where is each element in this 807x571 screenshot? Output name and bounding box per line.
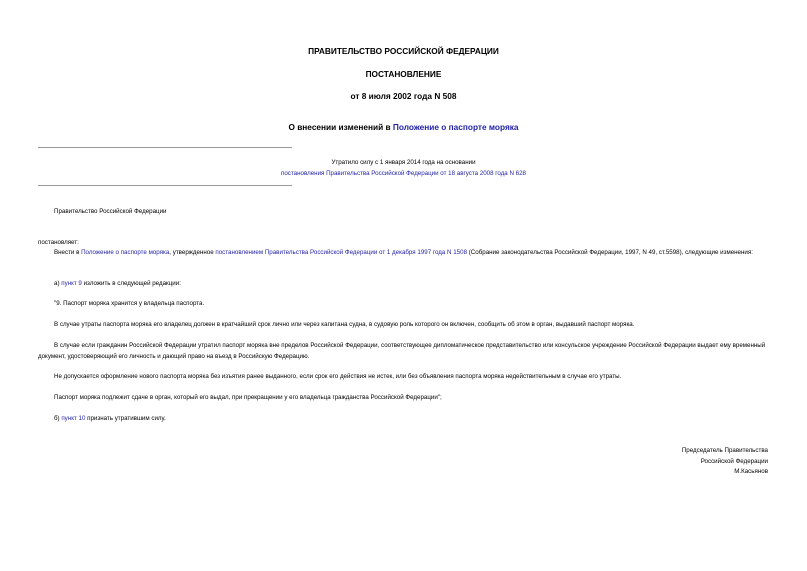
title-prefix: О внесении изменений в <box>288 122 393 132</box>
item-b-prefix: б) <box>54 415 62 422</box>
status-note-link[interactable]: постановления Правительства Российской Федерации от 18 августа 2008 года N 628 <box>281 170 526 177</box>
item-a-suffix: изложить в следующей редакции: <box>81 280 181 287</box>
paragraph-amendment <box>38 248 770 259</box>
paragraph-amendment-text-2: , утвержденное <box>169 249 216 256</box>
quote-paragraph-2: В случае утраты паспорта моряка его владелец должен в кратчайший срок лично или через капитана судна, в судовую роль которого он включен, сообщить об этом в орган, выдавший паспорт моряка. <box>54 321 635 328</box>
item-a-prefix: а) <box>54 280 62 287</box>
decree-word: постановляет: <box>38 239 79 246</box>
signatory-title: Председатель Правительства <box>681 447 768 454</box>
link-clause-10[interactable]: пункт 10 <box>61 415 86 422</box>
quote-paragraph-4: Не допускается оформление нового паспорта моряка без изъятия ранее выданного, если срок его действия не истек, или без объявления паспорта моряка недействительным в случае его утраты. <box>54 373 622 380</box>
signatory-name: М.Касьянов <box>734 468 768 475</box>
document-title <box>0 122 807 132</box>
status-note <box>0 157 807 179</box>
item-b-suffix: признать утратившим силу. <box>85 415 166 422</box>
intro-text: Правительство Российской Федерации <box>54 208 167 215</box>
status-note-text: Утратило силу с 1 января 2014 года на основании <box>331 159 476 166</box>
signature-block <box>682 446 768 478</box>
document-type-heading: ПОСТАНОВЛЕНИЕ <box>365 69 442 79</box>
item-a <box>38 279 770 290</box>
link-regulation[interactable]: Положение о паспорте моряка <box>81 249 170 256</box>
document-date: от 8 июля 2002 года N 508 <box>350 91 457 101</box>
link-decree-1508[interactable]: постановлением Правительства Российской Федерации от 1 декабря 1997 года N 1508 <box>215 249 468 256</box>
quote-paragraph-5: Паспорт моряка подлежит сдаче в орган, который его выдал, при прекращении у его владельца гражданства Российской Федерации"; <box>54 394 442 401</box>
paragraph-amendment-text-3: (Собрание законодательства Российской Федерации, 1997, N 49, ст.5598), следующие изменения: <box>467 249 753 256</box>
signatory-organization: Российской Федерации <box>700 457 768 465</box>
issuer-heading: ПРАВИТЕЛЬСТВО РОССИЙСКОЙ ФЕДЕРАЦИИ <box>308 46 499 56</box>
quote-paragraph-3: В случае если гражданин Российской Федерации утратил паспорт моряка вне пределов Российской Федерации, соответствующее дипломатическое представительство или консульское учреждение Российской Федерации выдает ему временный документ, удостоверяющий его личность и дающий право на въезд в Российскую Федерацию. <box>38 342 766 360</box>
divider-top <box>38 147 292 148</box>
title-link-regulation[interactable]: Положение о паспорте моряка <box>392 122 519 132</box>
item-b <box>38 414 770 425</box>
quote-paragraph-1: "9. Паспорт моряка хранится у владельца паспорта. <box>54 300 205 307</box>
link-clause-9[interactable]: пункт 9 <box>61 280 82 287</box>
divider-bottom <box>38 185 292 186</box>
paragraph-amendment-text-1: Внести в <box>54 249 82 256</box>
